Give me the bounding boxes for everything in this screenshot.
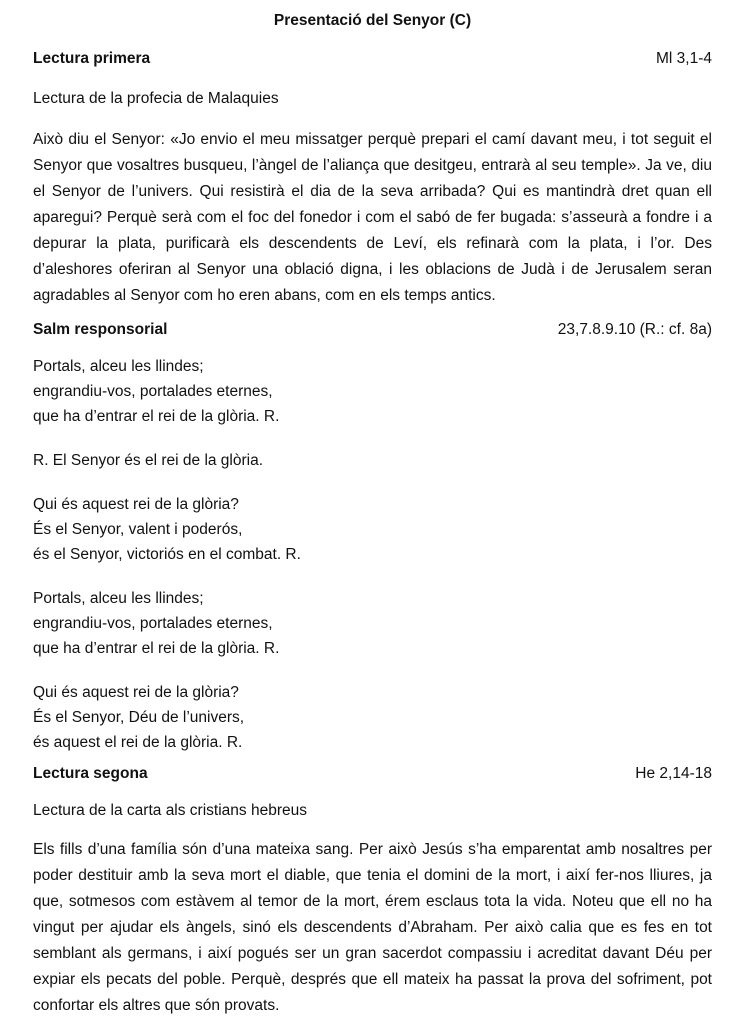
psalm-line: Qui és aquest rei de la glòria? (33, 684, 239, 701)
first-reading-heading: Lectura primera (33, 50, 151, 67)
psalm-stanza-1 (33, 354, 712, 429)
first-reading-source: Lectura de la profecia de Malaquies (33, 90, 279, 107)
psalm-line: És el Senyor, Déu de l’univers, (33, 709, 245, 726)
psalm-line: Portals, alceu les llindes; (33, 358, 204, 375)
psalm-stanza-3 (33, 586, 712, 661)
psalm-line: Portals, alceu les llindes; (33, 590, 204, 607)
first-reading-text: Això diu el Senyor: «Jo envio el meu missatger perquè prepari el camí davant meu, i tot seguit el Senyor que vosaltres busqueu, l’àngel de l’aliança que desitgeu, entrarà al seu temple». Ja ve, diu el Senyor de l’univers. Qui resistirà el dia de la seva arribada? Qui es mantindrà dret quan ell aparegui? Perquè serà com el foc del fonedor i com el sabó de fer bugada: s’asseurà a fondre i a depurar la plata, purificarà els descendents de Leví, els refinarà com la plata, i l’or. Des d’aleshores oferiran al Senyor una oblació digna, i les oblacions de Judà i de Jerusalem seran agradables al Senyor com ho eren abans, com en els temps antics. (33, 131, 712, 304)
psalm-refrain (33, 448, 712, 473)
psalm-heading: Salm responsorial (33, 321, 168, 338)
psalm-reference: 23,7.8.9.10 (R.: cf. 8a) (557, 321, 712, 338)
second-reading-heading: Lectura segona (33, 765, 148, 782)
psalm-line: Qui és aquest rei de la glòria? (33, 496, 239, 513)
second-reading-reference: He 2,14-18 (635, 765, 712, 782)
second-reading-source: Lectura de la carta als cristians hebreus (33, 802, 307, 819)
document-title: Presentació del Senyor (C) (273, 12, 472, 29)
document-page (33, 10, 712, 1019)
psalm-line: R. El Senyor és el rei de la glòria. (33, 452, 264, 469)
psalm-line: és aquest el rei de la glòria. R. (33, 734, 243, 751)
psalm-line: és el Senyor, victoriós en el combat. R. (33, 546, 301, 563)
first-reading-heading-row (33, 48, 712, 69)
psalm-stanza-2 (33, 492, 712, 567)
psalm-stanza-4 (33, 680, 712, 755)
psalm-heading-row (33, 319, 712, 340)
second-reading-heading-row (33, 763, 712, 784)
psalm-line: És el Senyor, valent i poderós, (33, 521, 243, 538)
second-reading-text: Els fills d’una família són d’una mateixa sang. Per això Jesús s’ha emparentat amb nosaltres per poder destituir amb la seva mort el diable, que tenia el domini de la mort, i així fer-nos lliures, ja que, sotmesos com estàvem al temor de la mort, érem esclaus tota la vida. Noteu que ell no ha vingut per ajudar els àngels, sinó els descendents d’Abraham. Per això calia que es fes en tot semblant als germans, i així pogués ser un gran sacerdot compassiu i acreditat davant Déu per expiar els pecats del poble. Perquè, després que ell mateix ha passat la prova del sofriment, pot confortar els altres que són provats. (33, 841, 712, 1014)
psalm-line: que ha d’entrar el rei de la glòria. R. (33, 408, 280, 425)
psalm-line: engrandiu-vos, portalades eternes, (33, 615, 273, 632)
psalm-line: engrandiu-vos, portalades eternes, (33, 383, 273, 400)
psalm-line: que ha d’entrar el rei de la glòria. R. (33, 640, 280, 657)
first-reading-reference: Ml 3,1-4 (656, 50, 712, 67)
